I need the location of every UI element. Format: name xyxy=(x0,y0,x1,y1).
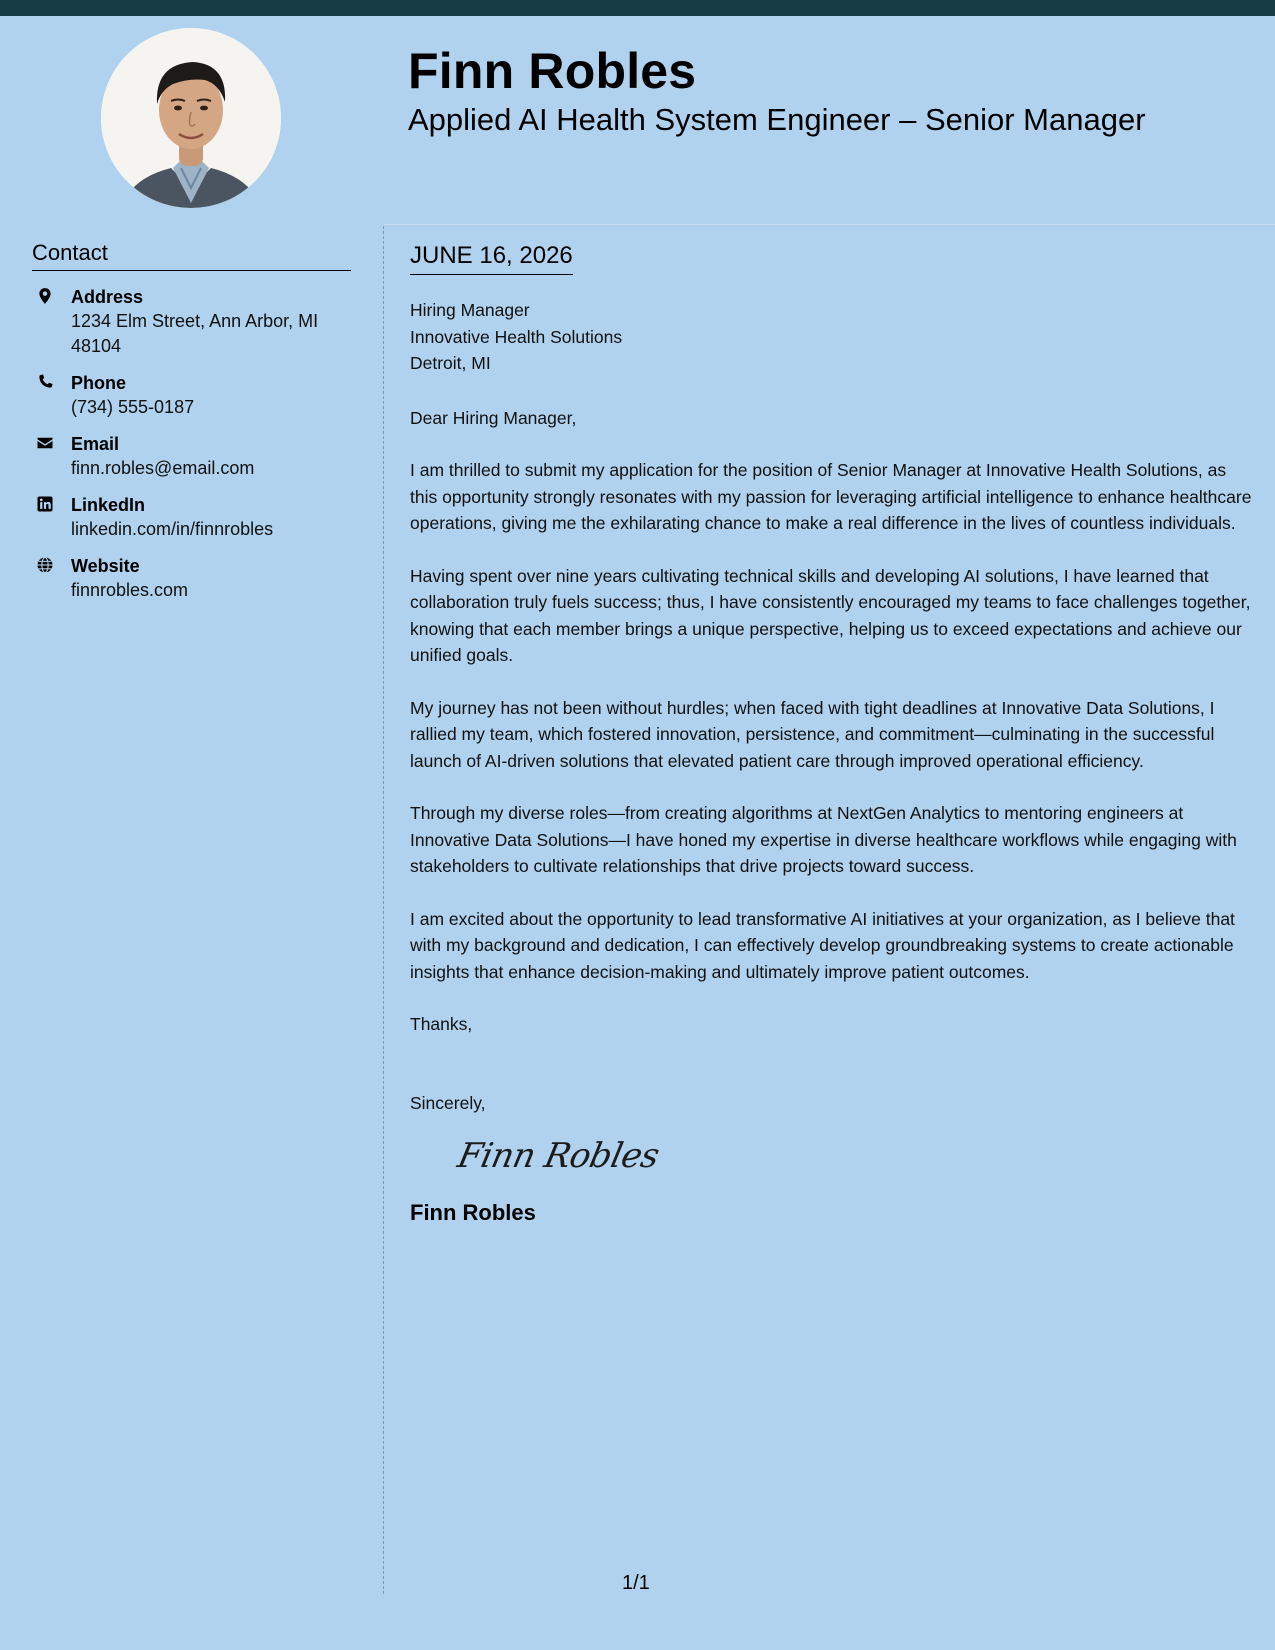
recipient-line: Innovative Health Solutions xyxy=(410,326,623,347)
contact-email xyxy=(32,432,362,481)
profile-photo-illustration xyxy=(101,28,281,208)
recipient-line: Detroit, MI xyxy=(410,353,491,373)
globe-icon xyxy=(36,556,54,574)
contact-label: Email xyxy=(71,434,120,454)
recipient-block xyxy=(410,297,1255,377)
email-icon xyxy=(36,434,54,452)
linkedin-icon xyxy=(36,495,54,513)
phone-value: (734) 555-0187 xyxy=(71,397,195,417)
website-value[interactable]: finnrobles.com xyxy=(71,580,189,600)
contact-phone xyxy=(32,371,362,420)
contact-linkedin xyxy=(32,493,362,542)
recipient-line: Hiring Manager xyxy=(410,300,530,320)
candidate-name: Finn Robles xyxy=(408,43,697,99)
letter-paragraph: I am thrilled to submit my application for the position of Senior Manager at Innovative Health Solutions, as this opportunity strongly resonates with my passion for leveraging artificial intelligence to enhance healthcare operations, giving me the exhilarating chance to make a real difference in the lives of countless individuals. xyxy=(410,460,1252,533)
linkedin-value[interactable]: linkedin.com/in/finnrobles xyxy=(71,519,274,539)
address-value: 1234 Elm Street, Ann Arbor, MI 48104 xyxy=(71,311,319,356)
candidate-title: Applied AI Health System Engineer – Senior Manager xyxy=(408,102,1146,137)
map-pin-icon xyxy=(36,287,54,305)
letter-paragraph: My journey has not been without hurdles; when faced with tight deadlines at Innovative Data Solutions, I rallied my team, which fostered innovation, persistence, and commitment—culminating in the successful launch of AI-driven solutions that elevated patient care through improved operational efficiency. xyxy=(410,697,1215,771)
contact-label: LinkedIn xyxy=(71,495,146,515)
signer-name: Finn Robles xyxy=(410,1200,536,1225)
thanks-line: Thanks, xyxy=(410,1014,473,1034)
header-divider xyxy=(384,224,1275,225)
contact-label: Address xyxy=(71,287,144,307)
phone-icon xyxy=(36,373,54,391)
salutation: Dear Hiring Manager, xyxy=(410,407,577,428)
contact-label: Phone xyxy=(71,373,127,393)
contact-list xyxy=(32,285,362,615)
column-divider xyxy=(383,226,384,1594)
email-value[interactable]: finn.robles@email.com xyxy=(71,458,255,478)
contact-label: Website xyxy=(71,556,140,576)
contact-address xyxy=(32,285,362,359)
profile-photo xyxy=(101,28,281,208)
page-number: 1/1 xyxy=(622,1572,650,1594)
closing-line: Sincerely, xyxy=(410,1092,486,1113)
letter-paragraph: I am excited about the opportunity to lead transformative AI initiatives at your organization, as I believe that with my background and dedication, I can effectively develop groundbreaking systems to create actionable insights that enhance decision-making and ultimately improve patient outcomes. xyxy=(410,908,1235,982)
letter-date: JUNE 16, 2026 xyxy=(410,242,573,275)
handwritten-signature: Finn Robles xyxy=(454,1136,663,1176)
contact-heading: Contact xyxy=(32,240,351,271)
letter-paragraph: Through my diverse roles—from creating algorithms at NextGen Analytics to mentoring engineers at Innovative Data Solutions—I have honed my expertise in diverse healthcare workflows while engaging with stakeholders to cultivate relationships that drive projects toward success. xyxy=(410,803,1237,876)
contact-website xyxy=(32,554,362,603)
letter-body xyxy=(410,242,1255,1226)
top-bar xyxy=(0,0,1275,16)
letter-paragraph: Having spent over nine years cultivating technical skills and developing AI solutions, I have learned that collaboration truly fuels success; thus, I have consistently encouraged my teams to face challenges together, knowing that each member brings a unique perspective, helping us to exceed expectations and achieve our unified goals. xyxy=(410,565,1251,665)
